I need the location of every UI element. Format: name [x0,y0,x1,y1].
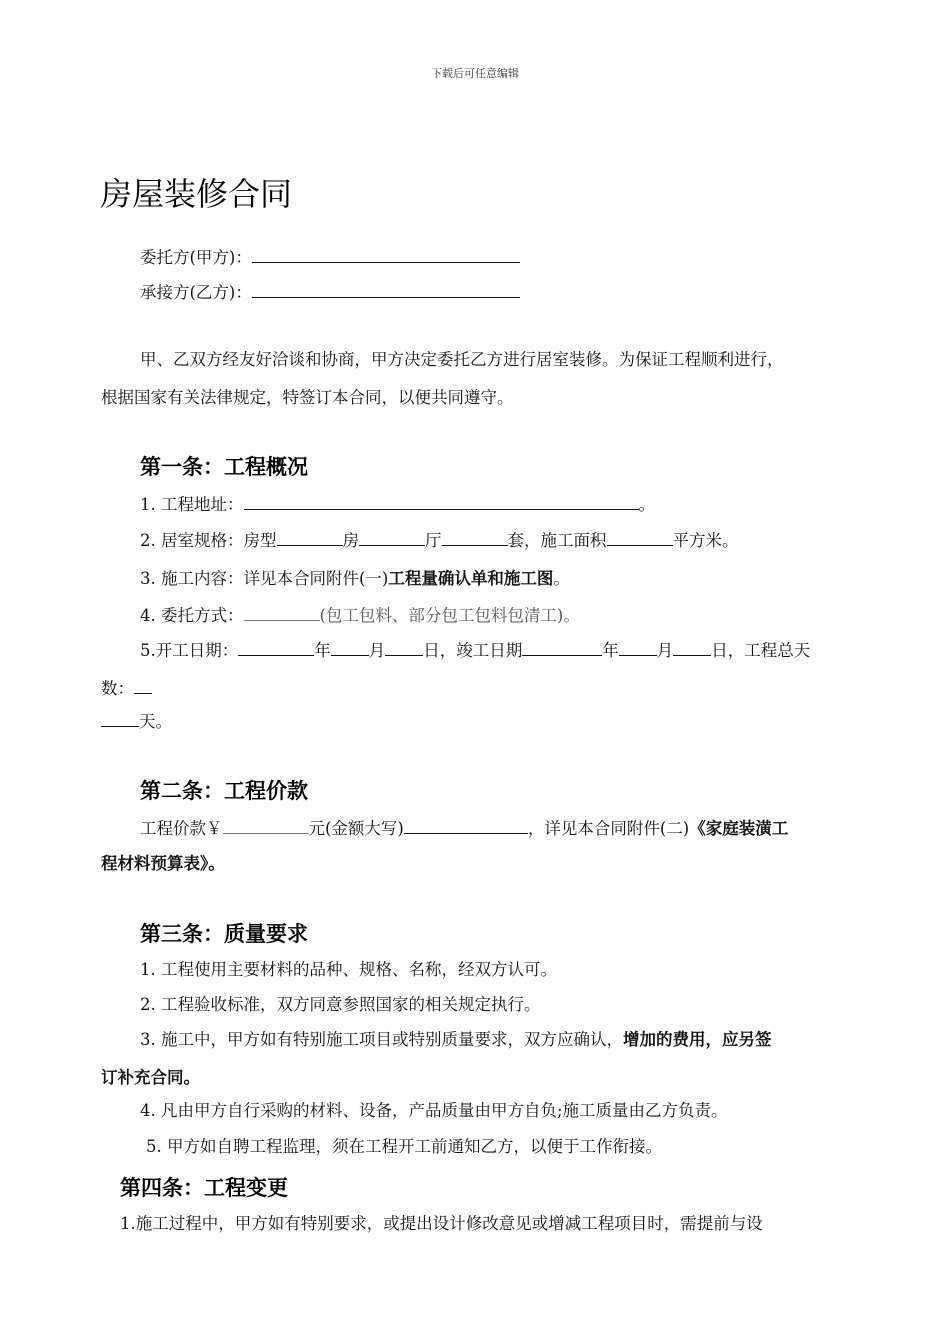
start-day-blank[interactable] [385,638,423,656]
start-year-blank[interactable] [238,638,314,656]
hall-unit: 厅 [425,531,442,550]
article-4-item-1: 1.施工过程中，甲方如有特别要求，或提出设计修改意见或增减工程项目时，需提前与设 [120,1214,763,1233]
end-day-blank[interactable] [673,638,711,656]
party-a-label: 委托方(甲方)： [140,248,252,267]
end-month-unit: 月 [656,641,674,660]
price-appendix-title-2: 程材料预算表》。 [101,854,225,873]
days-unit: 天。 [139,712,172,731]
commission-note: (包工包料、部分包工包料包清工)。 [319,606,580,625]
hall-count-blank[interactable] [359,528,425,546]
address-end: 。 [638,495,655,514]
area-unit: 平方米。 [672,531,739,550]
end-date-label: 日，竣工日期 [423,641,523,660]
article-3-heading: 第三条：质量要求 [140,922,308,946]
party-a-line [140,245,520,270]
area-blank[interactable] [607,528,673,546]
party-b-blank[interactable] [252,280,520,298]
page-header: 下载后可任意编辑 [431,67,519,80]
address-label: 1. 工程地址： [140,495,244,514]
start-date-label: 5.开工日期： [140,641,239,660]
article-2-price-line [140,816,788,841]
article-3-item-4: 4. 凡由甲方自行采购的材料、设备，产品质量由甲方自负;施工质量由乙方负责。 [140,1101,728,1120]
construction-content-bold: 工程量确认单和施工图 [388,569,554,588]
commission-label: 4. 委托方式： [140,606,244,625]
total-days-label-cont: 数： [101,679,134,698]
party-b-line [140,280,520,305]
room-count-blank[interactable] [277,528,343,546]
article-1-item-5-days [101,709,172,734]
article-1-item-5 [140,638,810,663]
article-2-heading: 第二条：工程价款 [140,779,308,803]
article-3-item-3 [140,1028,772,1052]
article-4-heading: 第四条：工程变更 [120,1176,288,1200]
party-a-blank[interactable] [252,245,520,263]
article-1-heading: 第一条：工程概况 [140,455,308,479]
suite-area-label: 套，施工面积 [507,531,607,550]
price-label: 工程价款￥ [140,819,223,838]
article-3-item-2: 2. 工程验收标准，双方同意参照国家的相关规定执行。 [140,995,541,1014]
end-month-blank[interactable] [619,638,657,656]
price-appendix-text: ，详见本合同附件(二) [527,819,690,838]
price-words-blank[interactable] [404,816,528,834]
total-days-label: 日，工程总天 [711,641,811,660]
price-number-blank[interactable] [223,816,309,834]
price-words-label: 元(金额大写) [308,819,404,838]
special-request-bold-1: 增加的费用，应另签 [623,1030,772,1049]
suite-count-blank[interactable] [442,528,508,546]
address-blank[interactable] [244,492,639,510]
article-1-item-1 [140,492,655,517]
article-1-item-2 [140,528,739,553]
article-1-item-3 [140,567,570,591]
article-1-item-5-cont [101,676,152,701]
article-3-item-1: 1. 工程使用主要材料的品种、规格、名称，经双方认可。 [140,960,557,979]
total-days-blank-2[interactable] [101,709,139,727]
end-year-unit: 年 [602,641,619,660]
price-appendix-title-1: 《家庭装潢工 [689,819,789,838]
construction-content-text: 3. 施工内容：详见本合同附件(一) [140,569,389,588]
party-b-label: 承接方(乙方)： [140,283,252,302]
construction-content-end: 。 [553,569,570,588]
commission-blank[interactable] [244,603,320,621]
total-days-blank-1[interactable] [134,676,152,694]
start-year-unit: 年 [314,641,331,660]
layout-label: 2. 居室规格：房型 [140,531,277,550]
document-title: 房屋装修合同 [100,175,293,213]
start-month-blank[interactable] [331,638,369,656]
special-request-text: 3. 施工中，甲方如有特别施工项目或特别质量要求，双方应确认， [140,1030,623,1049]
start-month-unit: 月 [368,641,386,660]
room-unit: 房 [342,531,359,550]
article-3-item-5: 5. 甲方如自聘工程监理，须在工程开工前通知乙方，以便于工作衔接。 [146,1137,662,1156]
end-year-blank[interactable] [522,638,602,656]
special-request-bold-2: 订补充合同。 [101,1068,200,1087]
intro-paragraph-line-2: 根据国家有关法律规定，特签订本合同，以便共同遵守。 [101,388,514,407]
article-1-item-4 [140,603,580,628]
intro-paragraph-line-1: 甲、乙双方经友好洽谈和协商，甲方决定委托乙方进行居室装修。为保证工程顺利进行， [140,350,784,369]
